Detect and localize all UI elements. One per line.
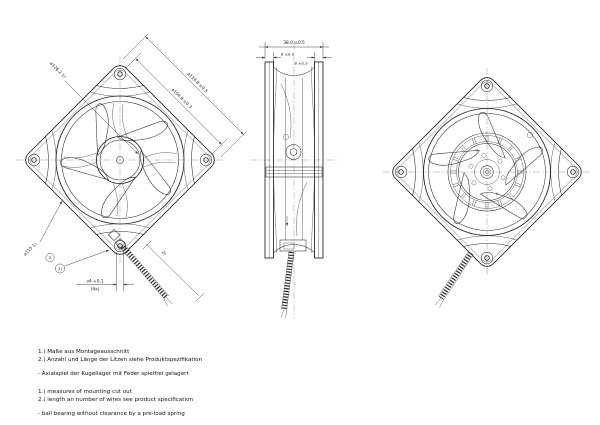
label-cutout-dia: ⌀115 1) (23, 242, 39, 258)
notes-german (38, 348, 202, 378)
rear-lead-wires (435, 252, 474, 308)
side-view (251, 40, 337, 318)
note-de-1: 1.) Maße aus Montageausschnitt (38, 349, 130, 355)
balloon-1: 3 (48, 255, 52, 261)
note-en-3: - ball bearing without clearance by a pre-load spring (38, 411, 185, 417)
note-en-1: 1.) measures of mounting cut out (38, 389, 132, 395)
rear-view (383, 68, 591, 308)
label-mounting-hole-count: (4x) (90, 287, 100, 293)
dim-corner-to-corner: ⌀119.8 ±0.5 (185, 71, 209, 95)
dim-flange-left: 8 ±0.3 (280, 51, 295, 57)
front-wire-clamp (108, 229, 119, 240)
notes-english (38, 388, 193, 418)
note-en-2: 2.) length an number of wires see product specification (38, 397, 194, 403)
balloon-2: 2) (58, 266, 62, 272)
label-mounting-hole: ⌀4 +0.1 (86, 279, 104, 285)
dim-hole-to-hole: ⌀104.8 ±0.3 (169, 87, 193, 111)
note-de-3: - Axialspiel der Kugellager mit Feder spielfrei gelagert (38, 371, 189, 377)
dim-flange-right: 8 ±0.3 (294, 60, 308, 66)
label-wire-ref: 2) (160, 250, 167, 257)
dim-depth: 38.0 ±0.5 (283, 41, 305, 46)
note-de-2: 2.) Anzahl und Länge der Litzen siehe Produktspezifikation (38, 357, 203, 363)
front-view (16, 56, 224, 307)
front-impeller (59, 102, 171, 218)
label-venturi-dia: ⌀126.2 1) (48, 61, 67, 80)
side-lead-wires (281, 252, 294, 319)
